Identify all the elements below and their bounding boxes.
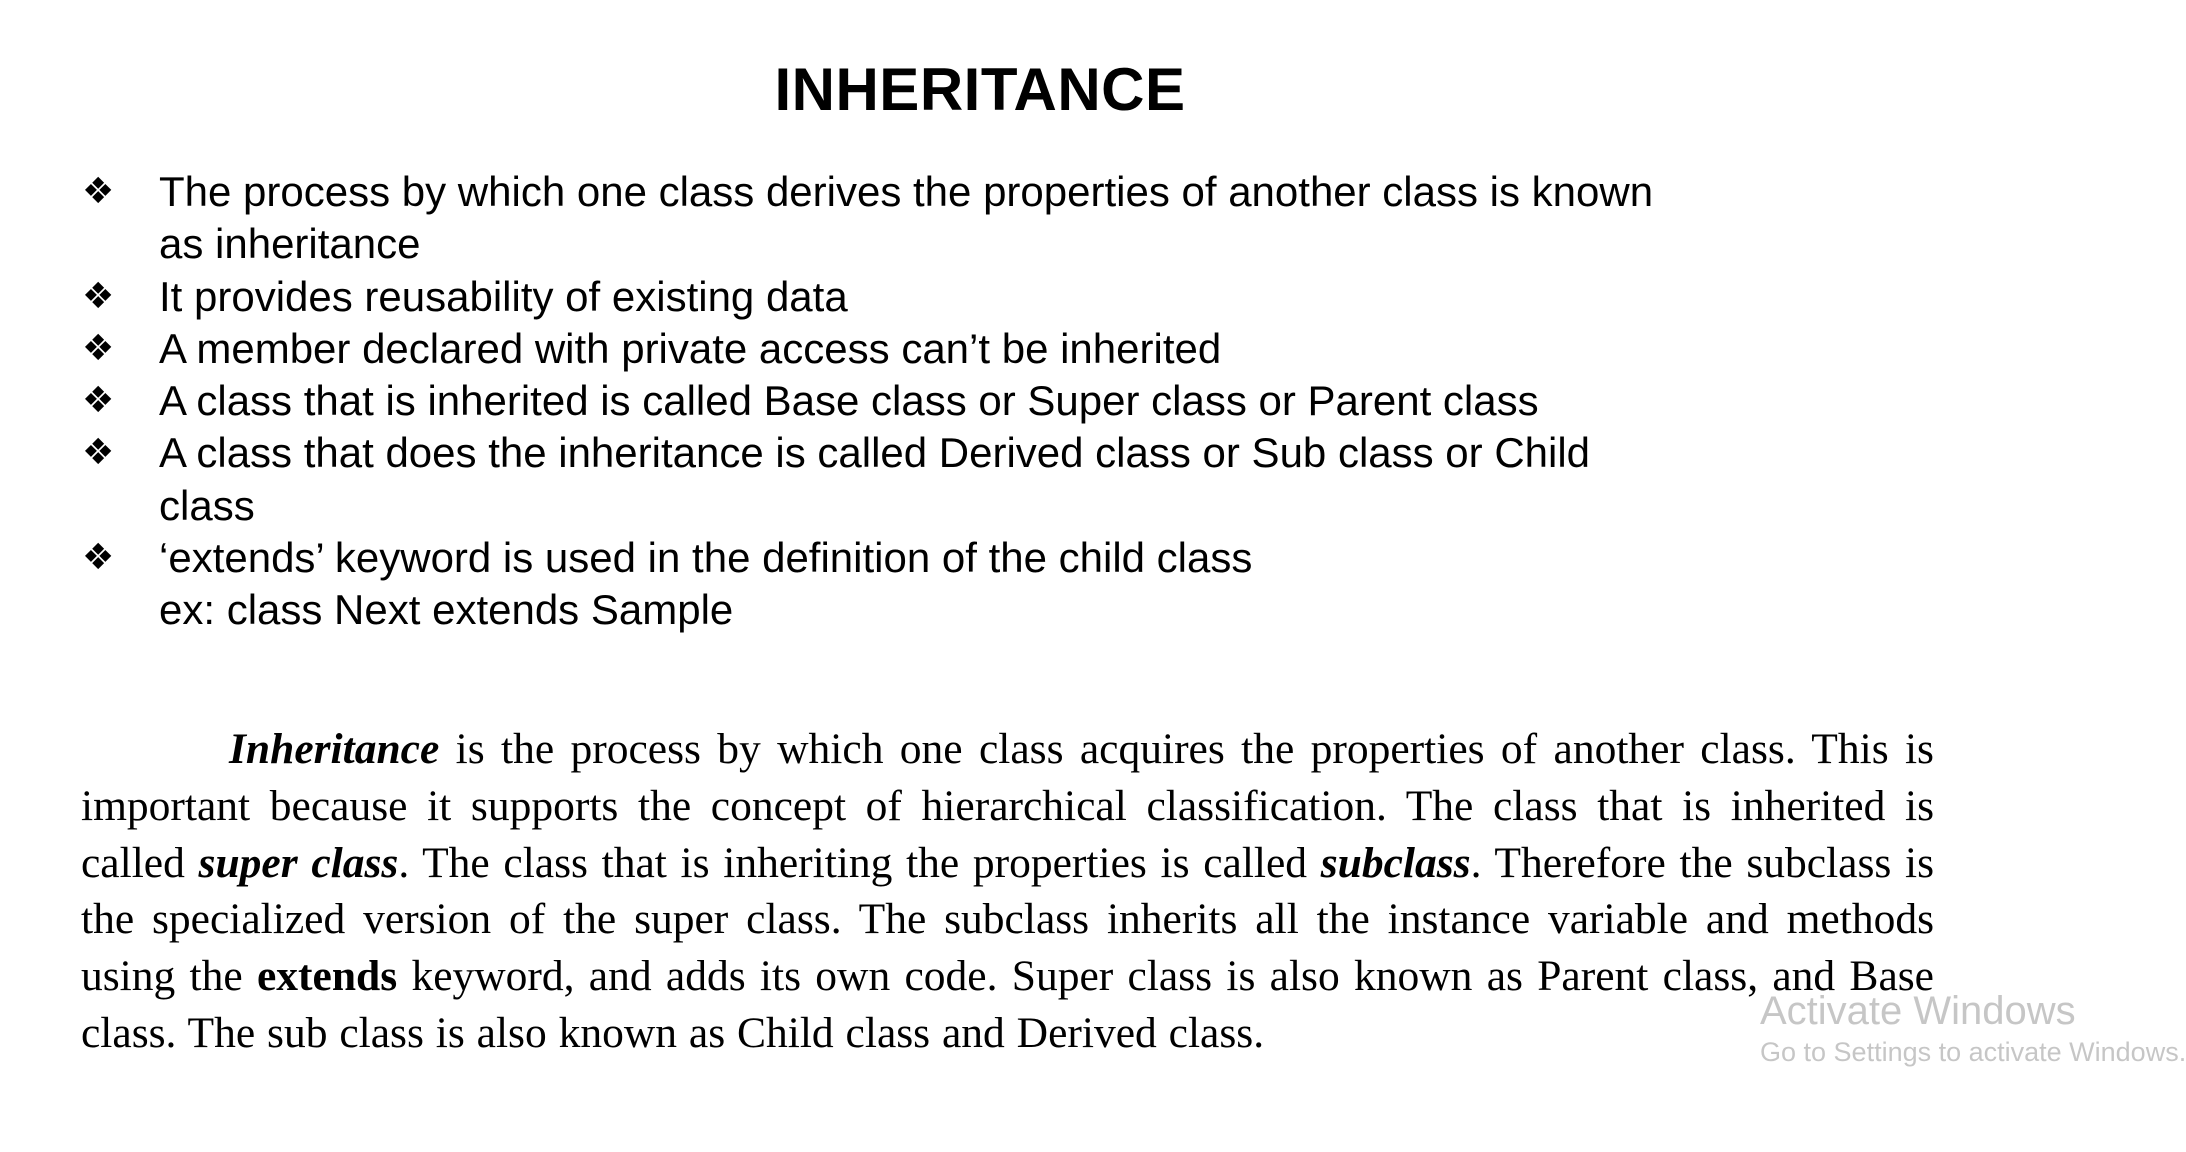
- bullet-text: A class that is inherited is called Base class or Super class or Parent class: [159, 377, 1539, 425]
- term-super-class: super class: [198, 838, 399, 887]
- bullet-item: [82, 375, 1862, 427]
- bullet-text: class: [159, 481, 255, 529]
- page-title: INHERITANCE: [774, 56, 1186, 123]
- bullet-item: [82, 166, 1862, 271]
- bullet-example: ex: class Next extends Sample: [159, 586, 734, 634]
- four-diamond-bullet-icon: ❖: [82, 380, 115, 422]
- term-subclass: subclass: [1320, 838, 1471, 887]
- bullet-item: [82, 427, 1862, 532]
- paragraph-text: keyword, and adds its own code. Super class is also known as Parent class, and Base class. The sub class is also known as Child class and Derived class.: [81, 952, 1934, 1057]
- four-diamond-bullet-icon: ❖: [82, 432, 115, 474]
- bullet-text: It provides reusability of existing data: [159, 272, 848, 320]
- four-diamond-bullet-icon: ❖: [82, 327, 115, 369]
- bullet-item: [82, 532, 1862, 637]
- four-diamond-bullet-icon: ❖: [82, 171, 115, 212]
- body-paragraph: [81, 721, 1934, 1062]
- bullet-text: A member declared with private access can’t be inherited: [159, 324, 1222, 372]
- bullet-list: [82, 166, 1862, 637]
- four-diamond-bullet-icon: ❖: [82, 537, 115, 579]
- bullet-item: [82, 323, 1862, 375]
- bullet-text: as inheritance: [159, 220, 421, 268]
- paragraph-text: . The class that is inheriting the properties is called: [398, 838, 1321, 887]
- bullet-item: [82, 271, 1862, 323]
- term-inheritance: Inheritance: [229, 725, 440, 773]
- watermark-subtitle: Go to Settings to activate Windows.: [1760, 1037, 2186, 1067]
- activate-windows-watermark: [1760, 988, 2186, 1070]
- four-diamond-bullet-icon: ❖: [82, 275, 115, 317]
- bullet-text: A class that does the inheritance is called Derived class or Sub class or Child: [159, 429, 1591, 477]
- paragraph-text: is the process by which one class acquires the properties of another class. This is important because it supports the concept of hierarchical classification. The class that is inherited is called: [81, 725, 1934, 887]
- bullet-text: The process by which one class derives the properties of another class is known: [159, 168, 1654, 215]
- watermark-title: Activate Windows: [1760, 989, 2076, 1033]
- term-extends: extends: [256, 952, 398, 1001]
- paragraph-text: . Therefore the subclass is the specialized version of the super class. The subclass inherits all the instance variable and methods using the: [81, 838, 1935, 1001]
- bullet-text: ‘extends’ keyword is used in the definition of the child class: [159, 534, 1253, 582]
